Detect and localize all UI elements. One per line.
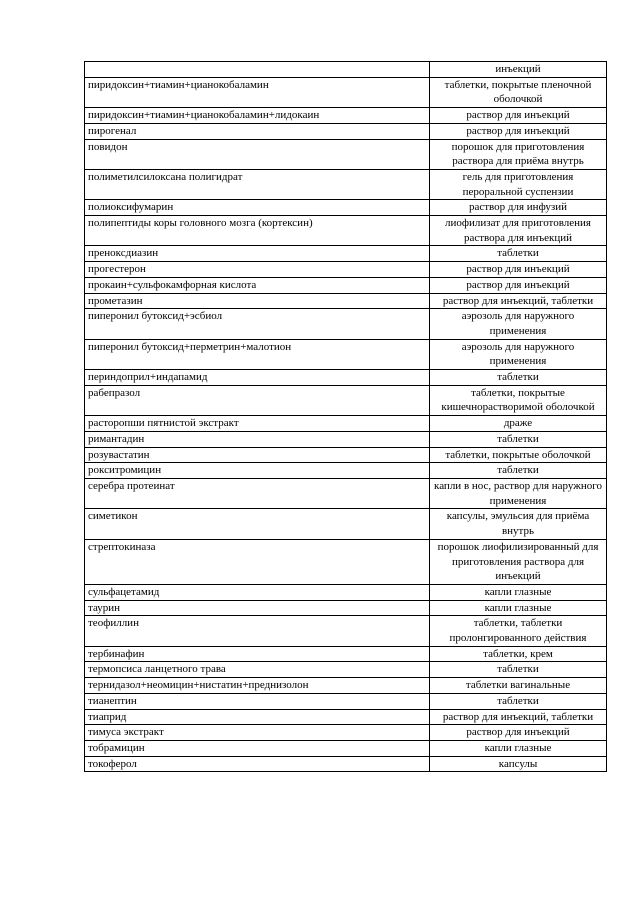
dosage-form-cell: раствор для инъекций, таблетки: [430, 293, 607, 309]
drug-name-cell: рабепразол: [85, 385, 430, 415]
drug-name-cell: расторопши пятнистой экстракт: [85, 416, 430, 432]
table-row: [85, 584, 607, 600]
dosage-form-cell: капли в нос, раствор для наружного применения: [430, 478, 607, 508]
drug-name-cell: рокситромицин: [85, 463, 430, 479]
table-row: [85, 509, 607, 539]
table-row: [85, 246, 607, 262]
table-row: [85, 416, 607, 432]
table-row: [85, 646, 607, 662]
drug-name-cell: сульфацетамид: [85, 584, 430, 600]
dosage-form-cell: капсулы: [430, 756, 607, 772]
drug-name-cell: стрептокиназа: [85, 539, 430, 584]
table-row: [85, 740, 607, 756]
table-row: [85, 293, 607, 309]
drug-name-cell: пирогенал: [85, 123, 430, 139]
table-row: [85, 600, 607, 616]
dosage-form-cell: раствор для инъекций: [430, 123, 607, 139]
dosage-form-cell: капли глазные: [430, 740, 607, 756]
dosage-form-cell: таблетки: [430, 463, 607, 479]
table-row: [85, 678, 607, 694]
table-row: [85, 709, 607, 725]
drug-table: [84, 61, 607, 772]
drug-name-cell: прогестерон: [85, 262, 430, 278]
dosage-form-cell: раствор для инъекций: [430, 725, 607, 741]
drug-name-cell: прокаин+сульфокамфорная кислота: [85, 277, 430, 293]
dosage-form-cell: раствор для инфузий: [430, 200, 607, 216]
dosage-form-cell: таблетки, крем: [430, 646, 607, 662]
dosage-form-cell: таблетки: [430, 693, 607, 709]
dosage-form-cell: раствор для инъекций: [430, 108, 607, 124]
table-row: [85, 693, 607, 709]
drug-name-cell: пиридоксин+тиамин+цианокобаламин: [85, 77, 430, 107]
table-row: [85, 616, 607, 646]
dosage-form-cell: таблетки, покрытые пленочной оболочкой: [430, 77, 607, 107]
table-row: [85, 139, 607, 169]
drug-name-cell: тиаприд: [85, 709, 430, 725]
drug-name-cell: термопсиса ланцетного трава: [85, 662, 430, 678]
drug-name-cell: повидон: [85, 139, 430, 169]
table-row: [85, 169, 607, 199]
dosage-form-cell: порошок для приготовления раствора для приёма внутрь: [430, 139, 607, 169]
drug-name-cell: теофиллин: [85, 616, 430, 646]
dosage-form-cell: таблетки: [430, 662, 607, 678]
drug-name-cell: прометазин: [85, 293, 430, 309]
table-row: [85, 262, 607, 278]
drug-name-cell: полиметилсилоксана полигидрат: [85, 169, 430, 199]
dosage-form-cell: раствор для инъекций: [430, 277, 607, 293]
drug-name-cell: симетикон: [85, 509, 430, 539]
dosage-form-cell: инъекций: [430, 62, 607, 78]
drug-table-body: [85, 62, 607, 772]
dosage-form-cell: таблетки: [430, 246, 607, 262]
drug-name-cell: полипептиды коры головного мозга (кортексин): [85, 216, 430, 246]
drug-name-cell: тернидазол+неомицин+нистатин+преднизолон: [85, 678, 430, 694]
dosage-form-cell: таблетки, покрытые кишечнорастворимой оболочкой: [430, 385, 607, 415]
table-row: [85, 756, 607, 772]
table-row: [85, 309, 607, 339]
drug-name-cell: токоферол: [85, 756, 430, 772]
drug-name-cell: тобрамицин: [85, 740, 430, 756]
drug-name-cell: полиоксифумарин: [85, 200, 430, 216]
table-row: [85, 463, 607, 479]
dosage-form-cell: аэрозоль для наружного применения: [430, 309, 607, 339]
drug-name-cell: римантадин: [85, 431, 430, 447]
dosage-form-cell: аэрозоль для наружного применения: [430, 339, 607, 369]
dosage-form-cell: порошок лиофилизированный для приготовления раствора для инъекций: [430, 539, 607, 584]
dosage-form-cell: лиофилизат для приготовления раствора для инъекций: [430, 216, 607, 246]
drug-name-cell: серебра протеинат: [85, 478, 430, 508]
drug-name-cell: периндоприл+индапамид: [85, 370, 430, 386]
drug-name-cell: таурин: [85, 600, 430, 616]
table-row: [85, 108, 607, 124]
table-row: [85, 539, 607, 584]
table-row: [85, 77, 607, 107]
drug-name-cell: розувастатин: [85, 447, 430, 463]
dosage-form-cell: драже: [430, 416, 607, 432]
table-row: [85, 431, 607, 447]
dosage-form-cell: капли глазные: [430, 600, 607, 616]
dosage-form-cell: таблетки, покрытые оболочкой: [430, 447, 607, 463]
drug-name-cell: пиридоксин+тиамин+цианокобаламин+лидокаин: [85, 108, 430, 124]
drug-name-cell: тимуса экстракт: [85, 725, 430, 741]
table-row: [85, 725, 607, 741]
table-row: [85, 370, 607, 386]
table-row: [85, 447, 607, 463]
dosage-form-cell: капсулы, эмульсия для приёма внутрь: [430, 509, 607, 539]
table-row: [85, 62, 607, 78]
dosage-form-cell: таблетки: [430, 431, 607, 447]
table-row: [85, 385, 607, 415]
drug-name-cell: пиперонил бутоксид+эсбиол: [85, 309, 430, 339]
dosage-form-cell: раствор для инъекций, таблетки: [430, 709, 607, 725]
drug-name-cell: тербинафин: [85, 646, 430, 662]
document-page: [84, 61, 606, 772]
dosage-form-cell: таблетки вагинальные: [430, 678, 607, 694]
drug-name-cell: [85, 62, 430, 78]
table-row: [85, 277, 607, 293]
dosage-form-cell: капли глазные: [430, 584, 607, 600]
table-row: [85, 478, 607, 508]
drug-name-cell: пиперонил бутоксид+перметрин+малотион: [85, 339, 430, 369]
table-row: [85, 200, 607, 216]
dosage-form-cell: гель для приготовления пероральной суспензии: [430, 169, 607, 199]
table-row: [85, 123, 607, 139]
table-row: [85, 662, 607, 678]
dosage-form-cell: раствор для инъекций: [430, 262, 607, 278]
drug-name-cell: преноксдиазин: [85, 246, 430, 262]
table-row: [85, 216, 607, 246]
dosage-form-cell: таблетки, таблетки пролонгированного действия: [430, 616, 607, 646]
table-row: [85, 339, 607, 369]
drug-name-cell: тианептин: [85, 693, 430, 709]
dosage-form-cell: таблетки: [430, 370, 607, 386]
